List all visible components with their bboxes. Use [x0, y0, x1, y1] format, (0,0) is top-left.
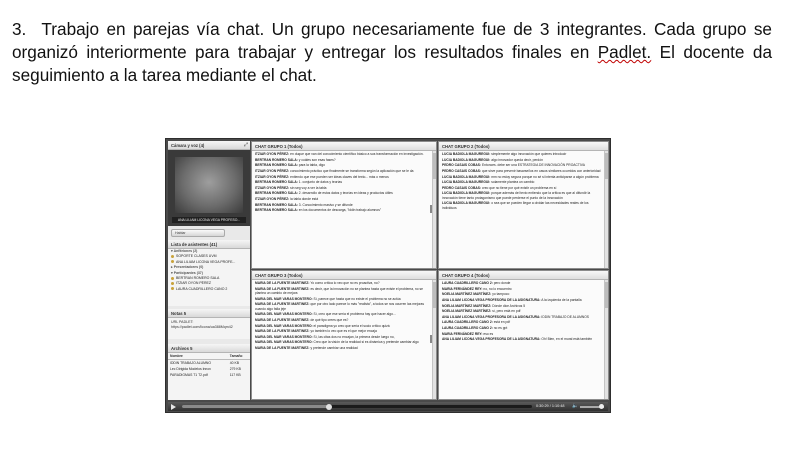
chat-message: [252, 186, 436, 190]
chat-text: yo también lo veo que es el que mejor encaja: [309, 329, 377, 334]
chat-author: MARIA DEL MAR VARAS MONTERO:: [255, 340, 313, 345]
chat-message: [252, 203, 436, 207]
chat-message: [439, 332, 608, 336]
chat-message: [439, 163, 608, 167]
scroll-thumb[interactable]: [605, 153, 608, 179]
chat-message: [252, 297, 436, 301]
chat-messages: [439, 152, 608, 210]
scrollbar[interactable]: [604, 280, 608, 399]
chat-text: que por otro lado parece lo más "realista", a todos se nos ocurren las mejoras cuando algo falla jeje: [255, 302, 425, 311]
playback-bar: [168, 402, 608, 411]
attendee-row[interactable]: BERTRAN ROMERO SALA: [168, 276, 250, 281]
chat-text: Sí, parece que hasta que no existe el problema no se actúa: [312, 296, 401, 301]
chat-message: [439, 326, 608, 330]
chat-text: A la izquierda de la pantalla: [540, 297, 582, 302]
chat-author: NOELIA MARTÍNEZ MARTÍNEZ:: [442, 303, 492, 308]
chat-text: Sí, creo que ese sería el problema hay que hacer algo...: [312, 312, 396, 317]
chat-author: PEDRO CASAIS COBAS:: [442, 185, 482, 190]
camera-name-overlay: ANA LILIAM LICONA VEGA PROFESO...: [172, 217, 246, 223]
chat-author: LAURA CUADRILLERO CANO 2:: [442, 325, 493, 330]
chat-text: Creo que la visión de la realidad si es dinámica y pretende cambiar algo: [312, 340, 419, 345]
progress-track[interactable]: [182, 405, 532, 408]
video-feed: [175, 157, 243, 213]
attendee-list: [168, 240, 250, 306]
scroll-thumb[interactable]: [433, 153, 436, 179]
chat-message: [252, 335, 436, 339]
item-number: 3.: [12, 19, 27, 39]
chat-text: solamente plantea un cambio: [490, 180, 535, 185]
chat-message: [439, 152, 608, 156]
chat-text: Sí, las citas dos no encajan, la primera desde luego no,: [312, 334, 395, 339]
chat-message: [439, 304, 608, 308]
chat-text: la tabla donde está: [289, 196, 319, 201]
chat-message: [439, 309, 608, 313]
chat-author: BERTRAN ROMERO SALA:: [255, 163, 298, 168]
chat-author: ITZIAR OYON PÉREZ:: [255, 174, 290, 179]
chat-author: LUCIA BADIOLA MAGUREGUI:: [442, 201, 491, 206]
chat-message: [439, 315, 608, 319]
chat-messages: [439, 281, 608, 341]
attendees-header: [168, 240, 250, 249]
chat-text: mm no estoy segura porque no sé si intenta anticiparse a algún problema: [490, 174, 599, 179]
scrollbar[interactable]: [432, 151, 436, 268]
chat-author: MARIA DE LA FUENTE MARTINEZ:: [255, 329, 310, 334]
chat-author: LUCIA BADIOLA MAGUREGUI:: [442, 191, 491, 196]
collapse-handle-icon[interactable]: [430, 335, 432, 343]
chat-message: [439, 191, 608, 200]
chat-author: BERTRAN ROMERO SALA:: [255, 202, 298, 207]
chat-text: porque además del texto entiendo que la crítica es que al difundir la innovación tiene tanto protagonismo que puede perderse el punto de la innovación: [442, 191, 591, 200]
attendees-count: (41): [209, 242, 218, 247]
chat-text: Entonces. debe ser una ESTRATEGIA DE INNOVACIÓN PROACTIVA: [481, 163, 585, 168]
chat-author: BERTRAN ROMERO SALA:: [255, 157, 298, 162]
chat-author: BERTRAN ROMERO SALA:: [255, 208, 298, 213]
notes-body[interactable]: [168, 318, 250, 332]
chat-group-2: [438, 141, 609, 269]
chat-message: [252, 329, 436, 333]
chat-author: MARIA FERNÁNDEZ REY:: [442, 286, 483, 291]
chat-author: LAURA CUADRILLERO CANO 2:: [442, 281, 493, 286]
chat-text: de qué tipo crees que es?: [309, 317, 349, 322]
group-presenters[interactable]: ▸ Presentadores (0): [171, 265, 204, 270]
chat-message: [439, 337, 608, 341]
chat-author: LUCIA BADIOLA MAGUREGUI:: [442, 180, 491, 185]
chat-text: en duque que van del conocimiento científico básico a sus transformación en investigación.: [289, 152, 424, 157]
left-sidebar: [168, 141, 250, 400]
chat-header: CHAT GRUPO 4 (Todos): [439, 271, 608, 280]
notes-header: Notas 5: [168, 309, 250, 318]
chat-message: [252, 175, 436, 179]
chat-message: [252, 302, 436, 311]
group-hosts[interactable]: ▾ Anfitriones (2): [171, 249, 198, 253]
chat-message: [439, 320, 608, 324]
chat-message: [252, 312, 436, 316]
chat-message: [439, 298, 608, 302]
chat-text: entiendo que ese pueden ser ideas claves del texto... más o menos: [289, 174, 389, 179]
chat-message: [439, 292, 608, 296]
chat-author: ANA LILIAM LICONA VEGA PROFESORA DE LA ASIGNATURA:: [442, 337, 541, 342]
chat-message: [252, 197, 436, 201]
chat-message: [252, 340, 436, 344]
chat-text: y pretende cambiar una realidad: [309, 345, 358, 350]
file-row[interactable]: Lec Dirigida Modelos Innov 279 KB: [170, 367, 241, 371]
chat-text: creo que no tiene por qué existir un problema en sí: [481, 185, 557, 190]
chat-author: ITZIAR OYON PÉREZ:: [255, 168, 290, 173]
chat-message: [252, 346, 436, 350]
notes-pod: [168, 309, 250, 339]
scrollbar[interactable]: [432, 280, 436, 399]
chat-author: MARIA DE LA FUENTE MARTINEZ:: [255, 302, 310, 307]
chat-message: [439, 281, 608, 285]
chat-message: [252, 158, 436, 162]
chat-header: CHAT GRUPO 1 (Todos): [252, 142, 436, 151]
camera-title: Cámara y voz: [171, 143, 198, 148]
progress-fill: [182, 405, 329, 408]
camera-count: (4): [199, 143, 205, 148]
chat-author: BERTRAN ROMERO SALA:: [255, 191, 298, 196]
chat-author: ITZIAR OYON PÉREZ:: [255, 196, 290, 201]
volume-icon[interactable]: 🔈: [572, 403, 579, 409]
volume-slider[interactable]: [580, 406, 604, 408]
chat-author: NOELIA MARTÍNEZ MARTÍNEZ:: [442, 309, 492, 314]
volume-knob[interactable]: [599, 404, 604, 409]
camera-header: [168, 141, 250, 150]
chat-text: 1. conjunto de datos y teorías: [297, 180, 343, 185]
chat-message: [439, 201, 608, 210]
files-table: [168, 353, 250, 378]
chat-text: el paradigma yo creo que sería el socio crítico quizá: [312, 323, 390, 328]
chat-author: MARIA DE LA FUENTE MARTINEZ:: [255, 286, 310, 291]
chat-message: [252, 169, 436, 173]
chat-message: [439, 287, 608, 291]
chat-text: sin seg voy a ver la tabla: [289, 185, 327, 190]
chat-text: sí, pero está en pdf: [491, 309, 521, 314]
scroll-thumb[interactable]: [605, 282, 608, 308]
attendee-row[interactable]: ANA LILIAM LICONA VEGA PROFE...: [168, 260, 250, 265]
chat-message: [252, 318, 436, 322]
chat-group-1: [251, 141, 437, 269]
chat-text: 3. Conocimiento masivo y se difunde: [297, 202, 353, 207]
chat-text: para la tabla, digo: [297, 163, 325, 168]
chat-header: CHAT GRUPO 2 (Todos): [439, 142, 608, 151]
chat-message: [439, 180, 608, 184]
chat-text: Yo como crítica lo veo que no es proactiva, no?: [309, 281, 380, 286]
attendees-title: Lista de asistentes: [171, 242, 209, 247]
chat-message: [252, 324, 436, 328]
chat-messages: [252, 281, 436, 350]
scroll-thumb[interactable]: [433, 282, 436, 308]
chat-author: MARIA FERNÁNDEZ REY:: [442, 331, 483, 336]
camera-pod: [168, 150, 250, 226]
attendee-row[interactable]: ITZIAR OYON PÉREZ: [168, 281, 250, 286]
chat-author: LUCIA BADIOLA MAGUREGUI:: [442, 157, 491, 162]
user-icon: [171, 260, 174, 263]
chat-text: Oh! Bien, en el mural está también: [540, 337, 593, 342]
chat-author: ANA LILIAM LICONA VEGA PROFESORA DE LA ASIGNATURA:: [442, 297, 541, 302]
chat-text: no, no lo encuentro: [482, 286, 512, 291]
chat-author: NOELIA MARTÍNEZ MARTÍNEZ:: [442, 292, 492, 297]
notes-line: https://padlet.com/licona/ua388Mqm42: [171, 325, 233, 329]
chat-author: LAURA CUADRILLERO CANO 2:: [442, 320, 493, 325]
paragraph-text-2: El docente da seguimiento a la tarea mediante el chat.: [12, 42, 773, 85]
user-icon: [171, 287, 174, 290]
playback-time: 0:30:29 / 1:10:48: [536, 404, 565, 408]
chat-text: o sea que se pueden llegar a olvidar las necesidades reales de los individuos: [442, 201, 589, 210]
chat-message: [252, 180, 436, 184]
chat-text: pero donde: [492, 281, 511, 286]
progress-knob[interactable]: [326, 404, 332, 410]
files-pod: [168, 344, 250, 400]
chat-message: [252, 163, 436, 167]
user-icon: [171, 255, 174, 258]
talk-button[interactable]: Hablar: [171, 229, 225, 237]
attendee-row[interactable]: LAURA CUADRILLERO CANO 2: [168, 287, 250, 292]
chat-header: CHAT GRUPO 3 (Todos): [252, 271, 436, 280]
files-col-name[interactable]: Nombre: [168, 353, 228, 360]
collapse-handle-icon[interactable]: [430, 205, 432, 213]
chat-author: ITZIAR OYON PÉREZ:: [255, 152, 290, 157]
chat-text: que sirve para prevenir basarse/los en casos similares ocurridos con anterioridad: [481, 168, 601, 173]
chat-author: MARIA DE LA FUENTE MARTINEZ:: [255, 317, 310, 322]
chat-text: en los documentos de descarga, "iddin trabajo alumnos": [297, 208, 382, 213]
chat-author: LUCIA BADIOLA MAGUREGUI:: [442, 152, 491, 157]
chat-message: [439, 186, 608, 190]
chat-message: [252, 191, 436, 195]
chat-message: [252, 281, 436, 285]
paragraph-text: Trabajo en parejas vía chat. Un grupo necesariamente fue de 3 integrantes. Cada grupo se organizó interiormente para trabajar y entregar los resultados finales en: [12, 19, 772, 62]
expand-icon[interactable]: ⤢: [243, 142, 248, 148]
spellcheck-word: Padlet.: [597, 42, 652, 62]
chat-text: está en pdf: [492, 320, 511, 325]
chat-messages: [252, 152, 436, 212]
chat-message: [439, 169, 608, 173]
files-col-size[interactable]: Tamaño: [228, 353, 250, 360]
chat-author: MARIA DEL MAR VARAS MONTERO:: [255, 334, 313, 339]
attendee-row[interactable]: SOPORTE CLASES UVM: [168, 254, 250, 259]
chat-author: MARIA DEL MAR VARAS MONTERO:: [255, 296, 313, 301]
file-row[interactable]: PARADIGMAS T1 T2.pdf 117 KB: [170, 373, 241, 377]
chat-text: algo innovador queda decir, perdón: [490, 157, 543, 162]
files-header: Archivos 5: [168, 344, 250, 353]
chat-text: eso es: [482, 331, 494, 336]
instruction-paragraph: [12, 18, 772, 87]
chat-group-3: [251, 270, 437, 400]
play-icon[interactable]: [171, 404, 176, 410]
chat-author: ANA LILIAM LICONA VEGA PROFESORA DE LA ASIGNATURA:: [442, 314, 541, 319]
chat-text: conocimiento práctico que finalmente se transforma según la aplicación que se le da: [289, 168, 414, 173]
chat-author: PEDRO CASAIS COBAS:: [442, 163, 482, 168]
file-row[interactable]: IDDIN TRABAJO ALUMNO 40 KB: [170, 361, 239, 365]
user-icon: [171, 282, 174, 285]
chat-text: 2. desarrollo de estos datos y teorías en ideas y productos útiles: [297, 191, 393, 196]
chat-message: [439, 158, 608, 162]
chat-author: LUCIA BADIOLA MAGUREGUI:: [442, 174, 491, 179]
chat-text: es decir, que la innovación no se plantea hasta que existe el problema, no se plantea un cambio de mejora: [255, 286, 423, 296]
chat-author: MARIA DE LA FUENTE MARTINEZ:: [255, 281, 310, 286]
chat-text: Dónde dice Archivos 5: [491, 303, 526, 308]
scrollbar[interactable]: [604, 151, 608, 268]
chat-group-4: [438, 270, 609, 400]
chat-author: PEDRO CASAIS COBAS:: [442, 168, 482, 173]
chat-text: y cuáles son esas fases?: [297, 157, 336, 162]
notes-line: URL PADLET:: [171, 320, 194, 324]
user-icon: [171, 277, 174, 280]
chat-text: IDDIN TRABAJO DE ALUMNOS: [540, 314, 589, 319]
group-participants[interactable]: ▾ Participantes (37): [171, 270, 203, 275]
chat-author: ITZIAR OYON PÉREZ:: [255, 185, 290, 190]
chat-author: BERTRAN ROMERO SALA:: [255, 180, 298, 185]
chat-text: no es ppt: [492, 325, 508, 330]
chat-message: [252, 152, 436, 156]
chat-message: [252, 208, 436, 212]
chat-text: yo tampoco: [491, 292, 510, 297]
chat-author: MARIA DE LA FUENTE MARTINEZ:: [255, 345, 310, 350]
chat-message: [252, 287, 436, 296]
chat-author: MARIA DEL MAR VARAS MONTERO:: [255, 323, 313, 328]
chat-author: MARIA DEL MAR VARAS MONTERO:: [255, 312, 313, 317]
chat-message: [439, 175, 608, 179]
chat-text: simplemente algo innovación que quieres introducir: [490, 152, 567, 157]
webinar-screenshot: [165, 138, 611, 413]
